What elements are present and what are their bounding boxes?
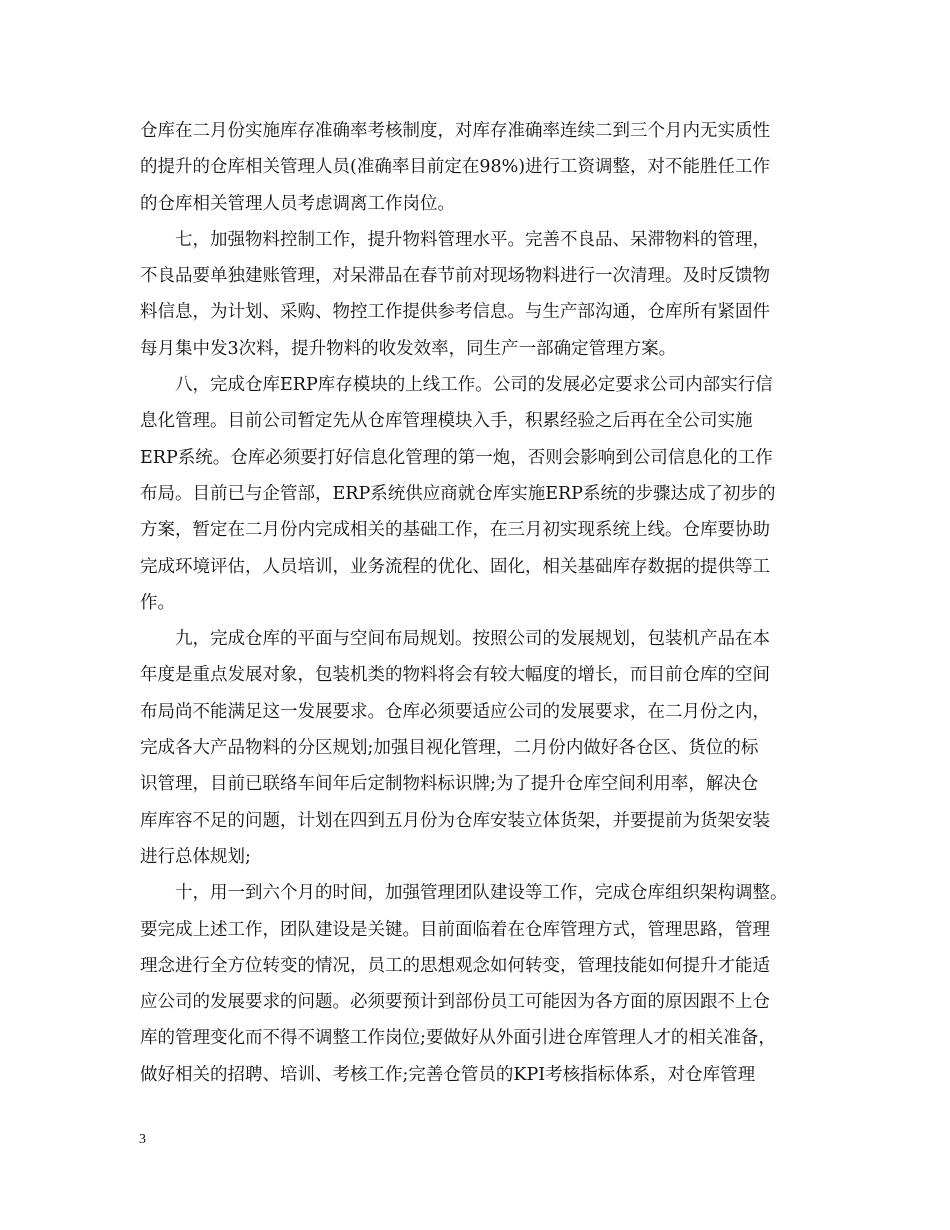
text-line: 方案，暂定在二月份内完成相关的基础工作，在三月初实现系统上线。仓库要协助: [140, 520, 770, 541]
page-number: 3: [139, 1132, 146, 1147]
text-line: 完成各大产品物料的分区规划;加强目视化管理，二月份内做好各仓区、货位的标: [140, 738, 759, 759]
text-line: 不良品要单独建账管理，对呆滞品在春节前对现场物料进行一次清理。及时反馈物: [140, 266, 770, 287]
text-line: 进行总体规划;: [140, 846, 251, 867]
text-line: ERP系统。仓库必须要打好信息化管理的第一炮，否则会影响到公司信息化的工作: [140, 447, 773, 468]
text-line: 识管理，目前已联络车间年后定制物料标识牌;为了提升仓库空间利用率，解决仓: [140, 774, 759, 795]
text-line: 布局。目前已与企管部，ERP系统供应商就仓库实施ERP系统的步骤达成了初步的: [140, 483, 776, 504]
text-line: 完成环境评估，人员培训，业务流程的优化、固化，相关基础库存数据的提供等工: [140, 556, 770, 577]
text-line: 的仓库相关管理人员考虑调离工作岗位。: [140, 193, 455, 214]
text-line: 十，用一到六个月的时间，加强管理团队建设等工作，完成仓库组织架构调整。: [140, 883, 788, 904]
text-line: 八，完成仓库ERP库存模块的上线工作。公司的发展必定要求公司内部实行信: [140, 375, 773, 396]
text-line: 作。: [140, 592, 175, 613]
text-line: 做好相关的招聘、培训、考核工作;完善仓管员的KPI考核指标体系，对仓库管理: [140, 1064, 756, 1085]
text-line: 的提升的仓库相关管理人员(准确率目前定在98%)进行工资调整，对不能胜任工作: [140, 157, 771, 178]
text-line: 料信息，为计划、采购、物控工作提供参考信息。与生产部沟通，仓库所有紧固件: [140, 302, 770, 323]
text-line: 布局尚不能满足这一发展要求。仓库必须要适应公司的发展要求，在二月份之内，: [140, 701, 770, 722]
text-line: 库的管理变化而不得不调整工作岗位;要做好从外面引进仓库管理人才的相关准备，: [140, 1028, 776, 1049]
text-line: 七，加强物料控制工作，提升物料管理水平。完善不良品、呆滞物料的管理，: [140, 229, 770, 250]
body-text: [140, 113, 830, 1093]
text-line: 要完成上述工作，团队建设是关键。目前面临着在仓库管理方式，管理思路，管理: [140, 919, 770, 940]
text-line: 每月集中发3次料，提升物料的收发效率，同生产一部确定管理方案。: [140, 338, 677, 359]
text-line: 理念进行全方位转变的情况，员工的思想观念如何转变，管理技能如何提升才能适: [140, 955, 770, 976]
text-line: 库库容不足的问题，计划在四到五月份为仓库安装立体货架，并要提前为货架安装: [140, 810, 770, 831]
text-line: 仓库在二月份实施库存准确率考核制度，对库存准确率连续二到三个月内无实质性: [140, 121, 770, 141]
text-line: 息化管理。目前公司暂定先从仓库管理模块入手，积累经验之后再在全公司实施: [140, 411, 753, 432]
text-line: 九，完成仓库的平面与空间布局规划。按照公司的发展规划，包装机产品在本: [140, 629, 770, 650]
text-line: 应公司的发展要求的问题。必须要预计到部份员工可能因为各方面的原因跟不上仓: [140, 992, 770, 1013]
text-line: 年度是重点发展对象，包装机类的物料将会有较大幅度的增长，而目前仓库的空间: [140, 665, 770, 686]
